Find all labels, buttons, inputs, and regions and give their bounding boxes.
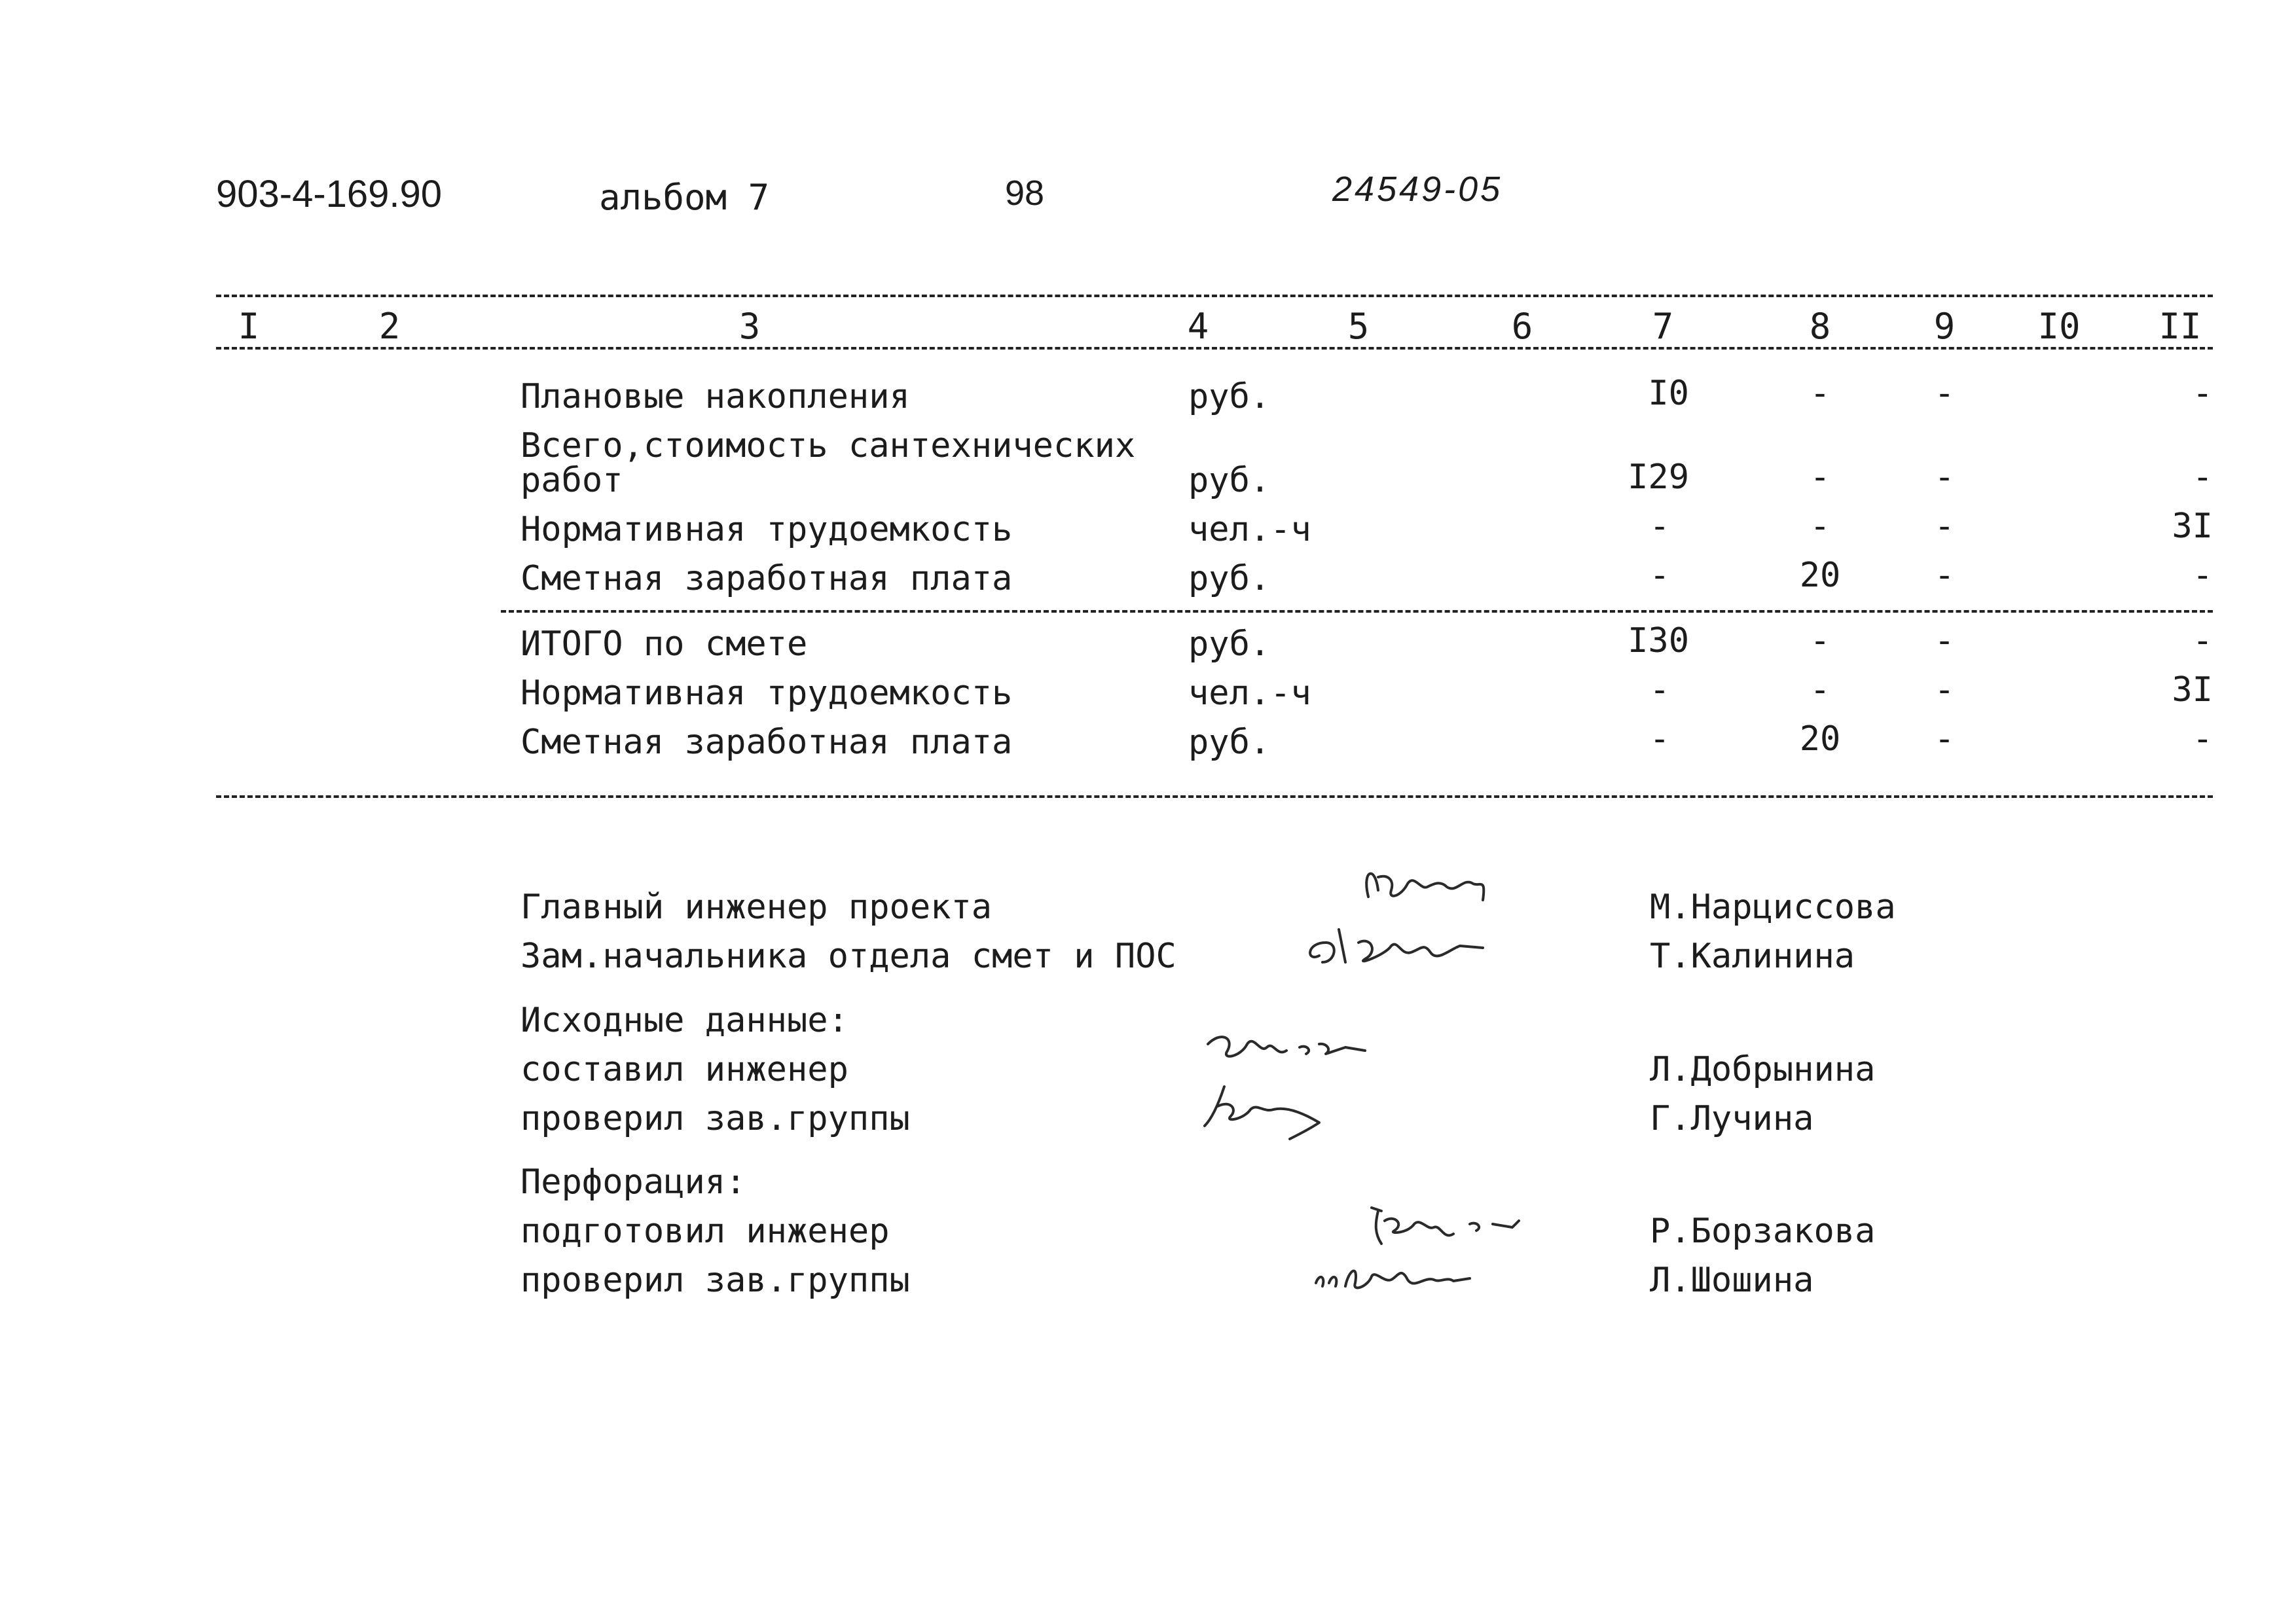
row-value-col11: - bbox=[2192, 719, 2213, 759]
source-data-heading: Исходные данные: bbox=[520, 1001, 848, 1040]
row-value-col8: - bbox=[1810, 458, 1831, 497]
row-name: Нормативная трудоемкость bbox=[520, 674, 1013, 713]
signature-perf-checked bbox=[1306, 1247, 1503, 1299]
column-number-4: 4 bbox=[1187, 306, 1209, 347]
column-number-6: 6 bbox=[1511, 306, 1533, 347]
signature-deputy-head bbox=[1300, 916, 1496, 975]
row-value-col11: - bbox=[2192, 374, 2213, 413]
row-value-col7: - bbox=[1649, 507, 1670, 546]
row-name-total: ИТОГО по смете bbox=[520, 624, 808, 664]
page-number: 98 bbox=[1005, 173, 1045, 213]
row-value-col9: - bbox=[1934, 719, 1955, 759]
row-value-col8: - bbox=[1810, 507, 1831, 546]
row-name-line1: Всего,стоимость сантехнических bbox=[520, 426, 1136, 465]
row-value-col8: 20 bbox=[1799, 556, 1841, 595]
row-value-col7: I30 bbox=[1628, 621, 1689, 660]
signature-chief-engineer bbox=[1349, 851, 1506, 923]
table-bottom-rule bbox=[216, 795, 2213, 798]
row-unit: руб. bbox=[1188, 377, 1271, 416]
perf-checked-name: Л.Шошина bbox=[1650, 1261, 1814, 1300]
column-number-1: I bbox=[238, 306, 260, 347]
chief-engineer-name: М.Нарциссова bbox=[1650, 888, 1896, 927]
row-unit: руб. bbox=[1188, 559, 1271, 598]
row-unit: руб. bbox=[1188, 461, 1271, 500]
row-value-col7: I0 bbox=[1648, 374, 1689, 413]
row-value-col9: - bbox=[1934, 556, 1955, 595]
column-number-5: 5 bbox=[1347, 306, 1370, 347]
signature-perf-prepared bbox=[1355, 1195, 1552, 1254]
handwritten-code: 24549-05 bbox=[1332, 170, 1503, 209]
signature-source-compiled bbox=[1195, 1018, 1391, 1077]
row-unit: чел.-ч bbox=[1188, 674, 1311, 713]
row-value-col8: 20 bbox=[1799, 719, 1841, 759]
column-number-10: I0 bbox=[2037, 306, 2081, 347]
row-name: Нормативная трудоемкость bbox=[520, 510, 1013, 549]
source-checked-name: Г.Лучина bbox=[1650, 1099, 1814, 1138]
deputy-head-role: Зам.начальника отдела смет и ПОС bbox=[520, 937, 1176, 976]
row-unit: руб. bbox=[1188, 723, 1271, 762]
table-top-rule bbox=[216, 295, 2213, 297]
perf-checked-role: проверил зав.группы bbox=[520, 1261, 910, 1300]
deputy-head-name: Т.Калинина bbox=[1650, 937, 1855, 976]
row-value-col7: - bbox=[1649, 556, 1670, 595]
column-number-8: 8 bbox=[1809, 306, 1831, 347]
row-name: Сметная заработная плата bbox=[520, 723, 1013, 762]
column-number-11: II bbox=[2159, 306, 2202, 347]
chief-engineer-role: Главный инженер проекта bbox=[520, 888, 993, 927]
row-value-col8: - bbox=[1810, 670, 1831, 710]
column-number-2: 2 bbox=[378, 306, 401, 347]
row-value-col9: - bbox=[1934, 621, 1955, 660]
source-checked-role: проверил зав.группы bbox=[520, 1099, 910, 1138]
perf-prepared-name: Р.Борзакова bbox=[1650, 1212, 1876, 1251]
section-separator-rule bbox=[501, 610, 2213, 613]
row-name-line2: работ bbox=[520, 461, 623, 500]
row-value-col7: - bbox=[1649, 719, 1670, 759]
row-value-col11: 3I bbox=[2172, 670, 2213, 710]
row-value-col9: - bbox=[1934, 458, 1955, 497]
row-value-col11: - bbox=[2192, 458, 2213, 497]
document-code: 903-4-169.90 bbox=[216, 173, 443, 215]
perforation-heading: Перфорация: bbox=[520, 1163, 746, 1202]
row-value-col9: - bbox=[1934, 670, 1955, 710]
row-value-col11: - bbox=[2192, 556, 2213, 595]
row-name: Плановые накопления bbox=[520, 377, 910, 416]
column-header-rule bbox=[216, 347, 2213, 350]
column-number-9: 9 bbox=[1933, 306, 1956, 347]
row-name: Сметная заработная плата bbox=[520, 559, 1013, 598]
signature-source-checked bbox=[1198, 1074, 1349, 1152]
row-value-col7: I29 bbox=[1628, 458, 1689, 497]
row-value-col11: 3I bbox=[2172, 507, 2213, 546]
album-label: альбом 7 bbox=[599, 177, 770, 218]
row-unit: чел.-ч bbox=[1188, 510, 1311, 549]
column-number-3: 3 bbox=[738, 306, 761, 347]
row-value-col9: - bbox=[1934, 374, 1955, 413]
row-value-col8: - bbox=[1810, 621, 1831, 660]
column-number-7: 7 bbox=[1652, 306, 1674, 347]
row-value-col11: - bbox=[2192, 621, 2213, 660]
source-compiled-role: составил инженер bbox=[520, 1050, 848, 1089]
row-value-col8: - bbox=[1810, 374, 1831, 413]
row-value-col7: - bbox=[1649, 670, 1670, 710]
source-compiled-name: Л.Добрынина bbox=[1650, 1050, 1876, 1089]
perf-prepared-role: подготовил инженер bbox=[520, 1212, 890, 1251]
row-unit: руб. bbox=[1188, 624, 1271, 664]
row-value-col9: - bbox=[1934, 507, 1955, 546]
